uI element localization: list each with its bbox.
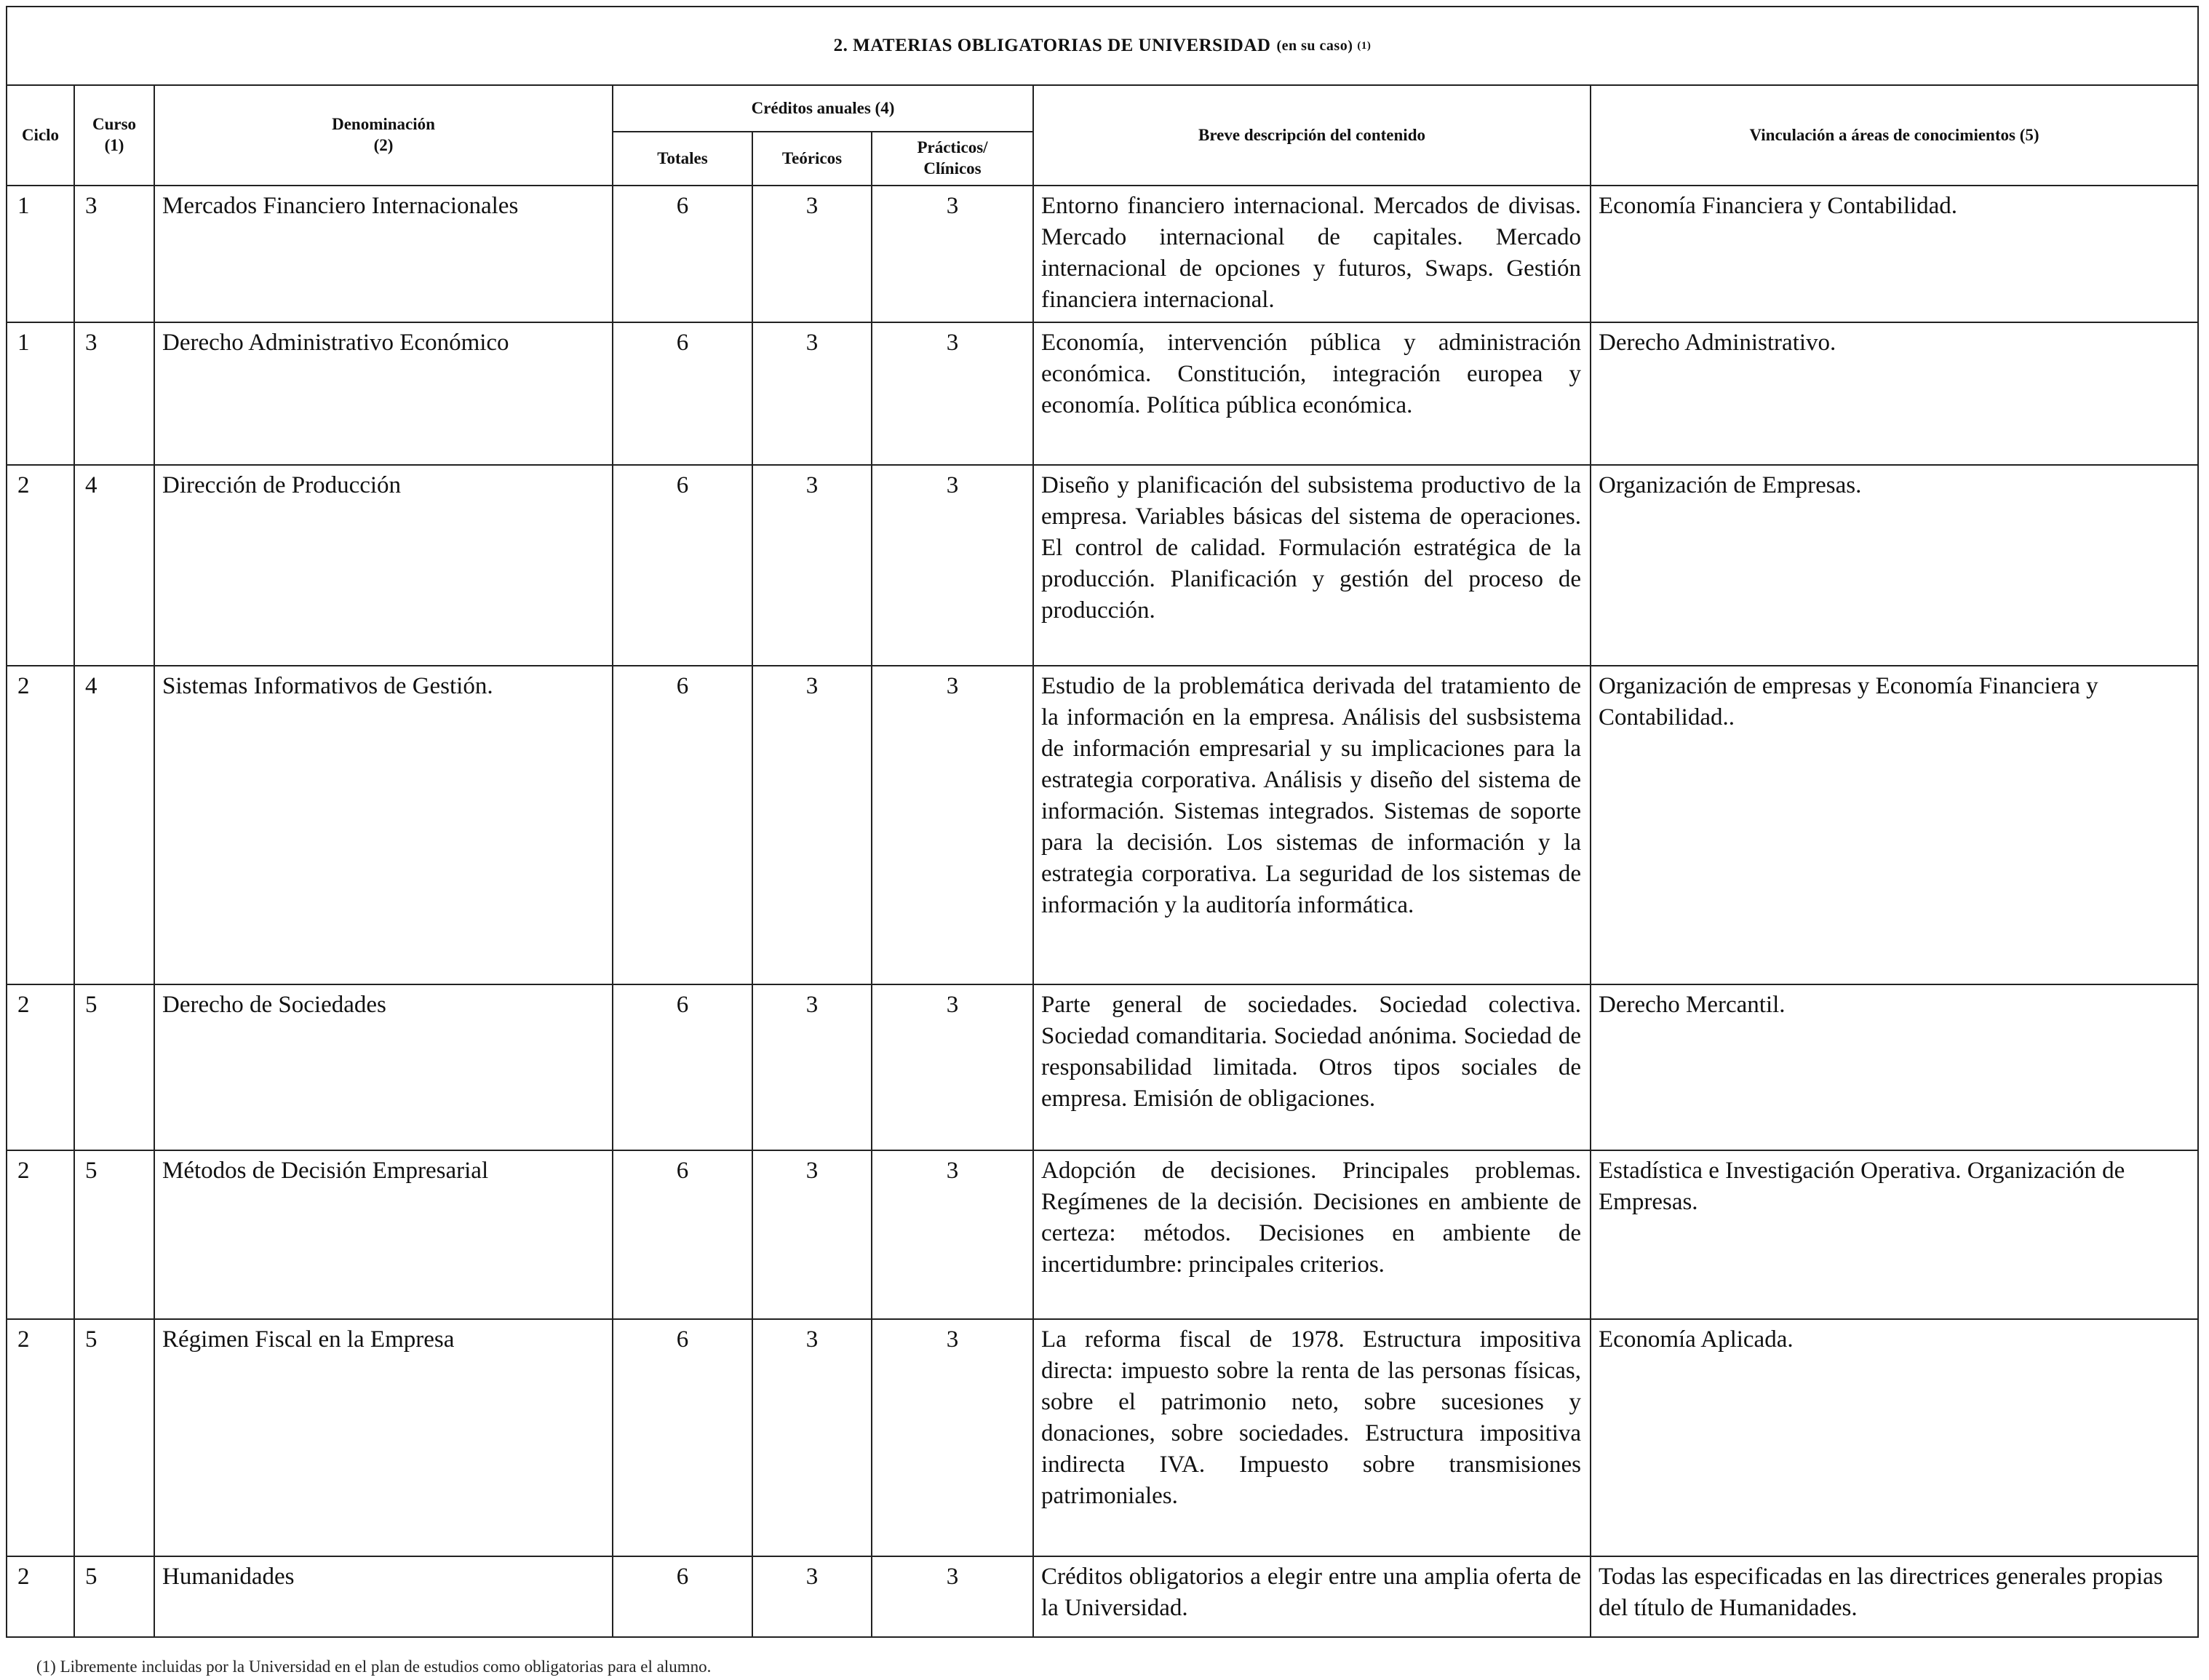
col-descripcion: Breve descripción del contenido <box>1033 86 1591 186</box>
cell-ciclo: 2 <box>7 1319 74 1556</box>
cell-descripcion: La reforma fiscal de 1978. Estructura impositiva directa: impuesto sobre la renta de las personas físicas, sobre el patrimonio neto, sobre sucesiones y donaciones, sobre sociedades. Estructura impositiva indirecta IVA. Impuesto sobre transmisiones patrimoniales. <box>1033 1319 1591 1556</box>
col-denominacion <box>154 86 613 186</box>
cell-teoricos: 3 <box>752 322 872 465</box>
cell-vinculacion: Organización de Empresas. <box>1591 465 2197 666</box>
cell-totales: 6 <box>613 465 752 666</box>
title-suffix: (en su caso) <box>1276 37 1353 54</box>
table-row <box>7 1319 2197 1556</box>
cell-ciclo: 2 <box>7 666 74 984</box>
cell-denominacion: Métodos de Decisión Empresarial <box>154 1150 613 1319</box>
cell-ciclo: 2 <box>7 1556 74 1636</box>
cell-teoricos: 3 <box>752 1150 872 1319</box>
cell-denominacion: Mercados Financiero Internacionales <box>154 186 613 322</box>
cell-denominacion: Régimen Fiscal en la Empresa <box>154 1319 613 1556</box>
cell-vinculacion: Todas las especificadas en las directrices generales propias del título de Humanidades. <box>1591 1556 2197 1636</box>
cell-vinculacion: Organización de empresas y Economía Financiera y Contabilidad.. <box>1591 666 2197 984</box>
col-curso-note: (1) <box>104 136 124 154</box>
cell-totales: 6 <box>613 666 752 984</box>
cell-curso: 5 <box>74 1150 154 1319</box>
cell-descripcion: Economía, intervención pública y administración económica. Constitución, integración europea y economía. Política pública económica. <box>1033 322 1591 465</box>
col-curso-label: Curso <box>92 115 137 134</box>
cell-practicos: 3 <box>872 666 1033 984</box>
cell-practicos: 3 <box>872 1150 1033 1319</box>
header-row-1 <box>7 86 2197 132</box>
cell-curso: 4 <box>74 666 154 984</box>
cell-teoricos: 3 <box>752 984 872 1150</box>
cell-denominacion: Derecho Administrativo Económico <box>154 322 613 465</box>
table-row <box>7 1556 2197 1636</box>
col-denominacion-label: Denominación <box>332 115 435 134</box>
footnote: (1) Libremente incluidas por la Universidad en el plan de estudios como obligatorias para el alumno. <box>36 1657 712 1676</box>
cell-curso: 3 <box>74 322 154 465</box>
cell-ciclo: 2 <box>7 984 74 1150</box>
cell-totales: 6 <box>613 1150 752 1319</box>
cell-curso: 3 <box>74 186 154 322</box>
cell-descripcion: Adopción de decisiones. Principales problemas. Regímenes de la decisión. Decisiones en ambiente de certeza: métodos. Decisiones en ambiente de incertidumbre: principales criterios. <box>1033 1150 1591 1319</box>
col-practicos <box>872 132 1033 186</box>
cell-teoricos: 3 <box>752 1319 872 1556</box>
cell-vinculacion: Economía Financiera y Contabilidad. <box>1591 186 2197 322</box>
cell-totales: 6 <box>613 186 752 322</box>
cell-teoricos: 3 <box>752 1556 872 1636</box>
table-row <box>7 666 2197 984</box>
cell-totales: 6 <box>613 984 752 1150</box>
cell-descripcion: Entorno financiero internacional. Mercados de divisas. Mercado internacional de capitales. Mercado internacional de opciones y futuros, Swaps. Gestión financiera internacional. <box>1033 186 1591 322</box>
cell-ciclo: 1 <box>7 186 74 322</box>
table-row <box>7 186 2197 322</box>
col-clinicos-label: Clínicos <box>923 159 982 178</box>
cell-vinculacion: Economía Aplicada. <box>1591 1319 2197 1556</box>
cell-curso: 5 <box>74 1556 154 1636</box>
col-ciclo: Ciclo <box>7 86 74 186</box>
cell-curso: 4 <box>74 465 154 666</box>
title-note: (1) <box>1357 39 1372 52</box>
cell-teoricos: 3 <box>752 465 872 666</box>
col-denominacion-note: (2) <box>373 136 394 154</box>
cell-practicos: 3 <box>872 984 1033 1150</box>
col-curso <box>74 86 154 186</box>
cell-ciclo: 2 <box>7 1150 74 1319</box>
col-teoricos: Teóricos <box>752 132 872 186</box>
cell-descripcion: Diseño y planificación del subsistema productivo de la empresa. Variables básicas del sistema de operaciones. El control de calidad. Formulación estratégica de la producción. Planificación y gestión del proceso de producción. <box>1033 465 1591 666</box>
cell-practicos: 3 <box>872 465 1033 666</box>
cell-curso: 5 <box>74 984 154 1150</box>
table-row <box>7 465 2197 666</box>
cell-descripcion: Créditos obligatorios a elegir entre una amplia oferta de la Universidad. <box>1033 1556 1591 1636</box>
cell-teoricos: 3 <box>752 666 872 984</box>
cell-practicos: 3 <box>872 186 1033 322</box>
table-row <box>7 1150 2197 1319</box>
cell-practicos: 3 <box>872 1556 1033 1636</box>
document-sheet <box>6 6 2199 1638</box>
cell-vinculacion: Derecho Mercantil. <box>1591 984 2197 1150</box>
col-practicos-label: Prácticos/ <box>917 138 988 157</box>
cell-practicos: 3 <box>872 322 1033 465</box>
subjects-table <box>7 86 2197 1636</box>
title-text: 2. MATERIAS OBLIGATORIAS DE UNIVERSIDAD <box>833 36 1271 55</box>
table-row <box>7 984 2197 1150</box>
col-totales: Totales <box>613 132 752 186</box>
col-creditos: Créditos anuales (4) <box>613 86 1033 132</box>
cell-denominacion: Sistemas Informativos de Gestión. <box>154 666 613 984</box>
cell-teoricos: 3 <box>752 186 872 322</box>
cell-vinculacion: Derecho Administrativo. <box>1591 322 2197 465</box>
cell-totales: 6 <box>613 1556 752 1636</box>
cell-denominacion: Humanidades <box>154 1556 613 1636</box>
cell-descripcion: Parte general de sociedades. Sociedad colectiva. Sociedad comanditaria. Sociedad anónima. Sociedad de responsabilidad limitada. Otros tipos sociales de empresa. Emisión de obligaciones. <box>1033 984 1591 1150</box>
table-title <box>7 7 2197 86</box>
cell-vinculacion: Estadística e Investigación Operativa. Organización de Empresas. <box>1591 1150 2197 1319</box>
cell-ciclo: 1 <box>7 322 74 465</box>
col-vinculacion: Vinculación a áreas de conocimientos (5) <box>1591 86 2197 186</box>
cell-denominacion: Dirección de Producción <box>154 465 613 666</box>
cell-totales: 6 <box>613 1319 752 1556</box>
cell-practicos: 3 <box>872 1319 1033 1556</box>
cell-descripcion: Estudio de la problemática derivada del tratamiento de la información en la empresa. Análisis del susbsistema de información empresarial y su implicaciones para la estrategia corporativa. Análisis y diseño del sistema de información. Sistemas integrados. Sistemas de soporte para la decisión. Los sistemas de información y la estrategia corporativa. La seguridad de los sistemas de información y la auditoría informática. <box>1033 666 1591 984</box>
table-row <box>7 322 2197 465</box>
cell-curso: 5 <box>74 1319 154 1556</box>
cell-ciclo: 2 <box>7 465 74 666</box>
cell-denominacion: Derecho de Sociedades <box>154 984 613 1150</box>
cell-totales: 6 <box>613 322 752 465</box>
